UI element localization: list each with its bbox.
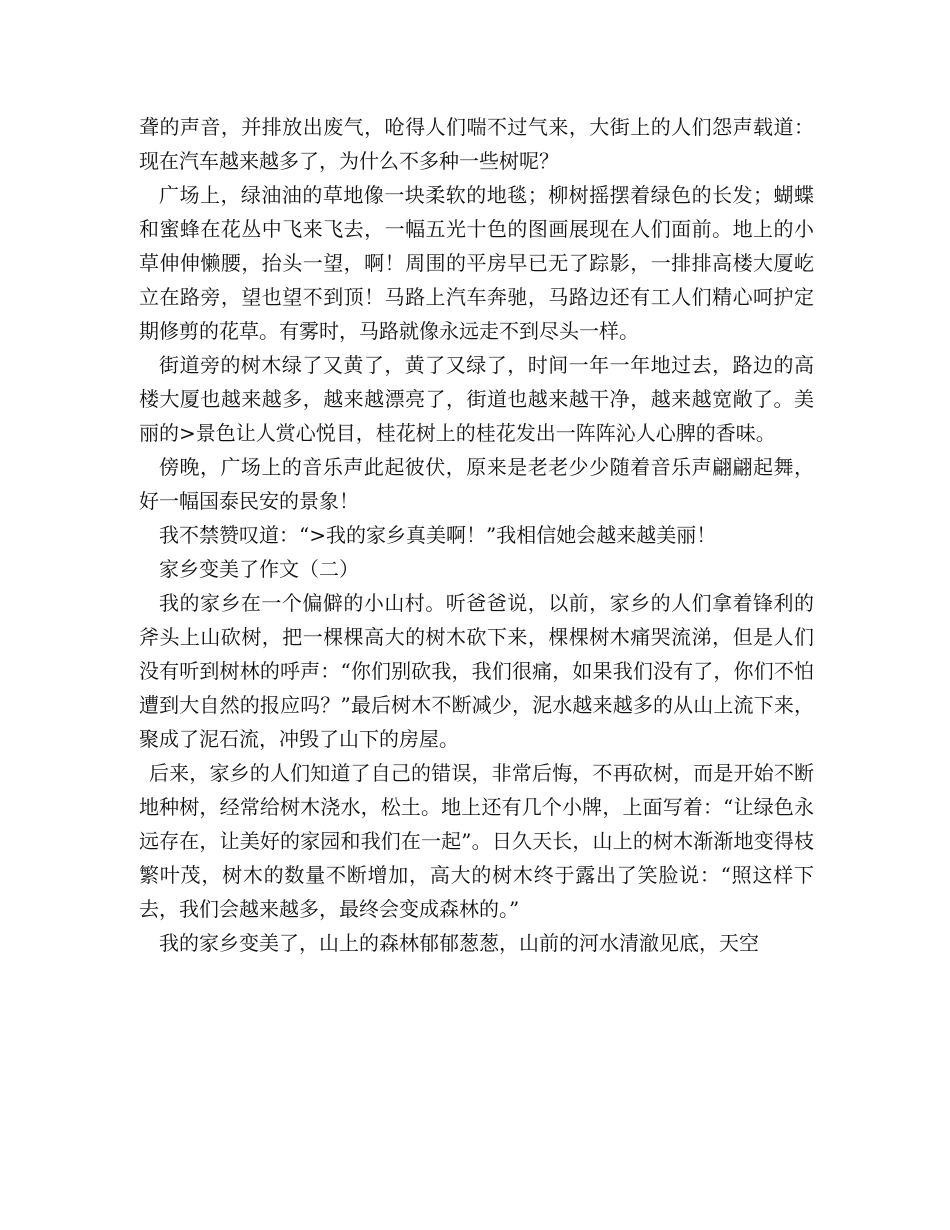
- paragraph-8: 我的家乡变美了，山上的森林郁郁葱葱，山前的河水清澈见底，天空: [159, 931, 759, 955]
- section-heading: 家乡变美了作文（二）: [159, 557, 359, 581]
- paragraph-2: 广场上，绿油油的草地像一块柔软的地毯；柳树摇摆着绿色的长发；蝴蝶和蜜蜂在花丛中飞来飞去，一幅五光十色的图画展现在人们面前。地上的小草伸伸懒腰，抬头一望，啊！周围的平房早已无了踪影，一排排高楼大厦屹立在路旁，望也望不到顶！马路上汽车奔驰，马路边还有工人们精心呵护定期修剪的花草。有雾时，马路就像永远走不到尽头一样。: [139, 183, 814, 343]
- paragraph-3: 街道旁的树木绿了又黄了，黄了又绿了，时间一年一年地过去，路边的高楼大厦也越来越多，越来越漂亮了，街道也越来越干净，越来越宽敞了。美丽的>景色让人赏心悦目，桂花树上的桂花发出一阵阵沁人心脾的香味。: [139, 353, 814, 445]
- paragraph-5: 我不禁赞叹道：“>我的家乡真美啊！”我相信她会越来越美丽！: [159, 523, 717, 547]
- paragraph-1: 聋的声音，并排放出废气，呛得人们喘不过气来，大街上的人们怨声载道：现在汽车越来越多了，为什么不多种一些树呢？: [139, 115, 814, 173]
- paragraph-7: 后来，家乡的人们知道了自己的错误，非常后悔，不再砍树，而是开始不断地种树，经常给树木浇水，松土。地上还有几个小牌，上面写着：“让绿色永远存在，让美好的家园和我们在一起”。日久天长，山上的树木渐渐地变得枝繁叶茂，树木的数量不断增加，高大的树木终于露出了笑脸说：“照这样下去，我们会越来越多，最终会变成森林的。”: [139, 761, 814, 921]
- document-body: [139, 110, 814, 960]
- paragraph-4: 傍晚，广场上的音乐声此起彼伏，原来是老老少少随着音乐声翩翩起舞，好一幅国泰民安的景象！: [139, 455, 814, 513]
- paragraph-6: 我的家乡在一个偏僻的小山村。听爸爸说，以前，家乡的人们拿着锋利的斧头上山砍树，把一棵棵高大的树木砍下来，棵棵树木痛哭流涕，但是人们没有听到树林的呼声：“你们别砍我，我们很痛，如果我们没有了，你们不怕遭到大自然的报应吗？”最后树木不断减少，泥水越来越多的从山上流下来，聚成了泥石流，冲毁了山下的房屋。: [139, 591, 814, 751]
